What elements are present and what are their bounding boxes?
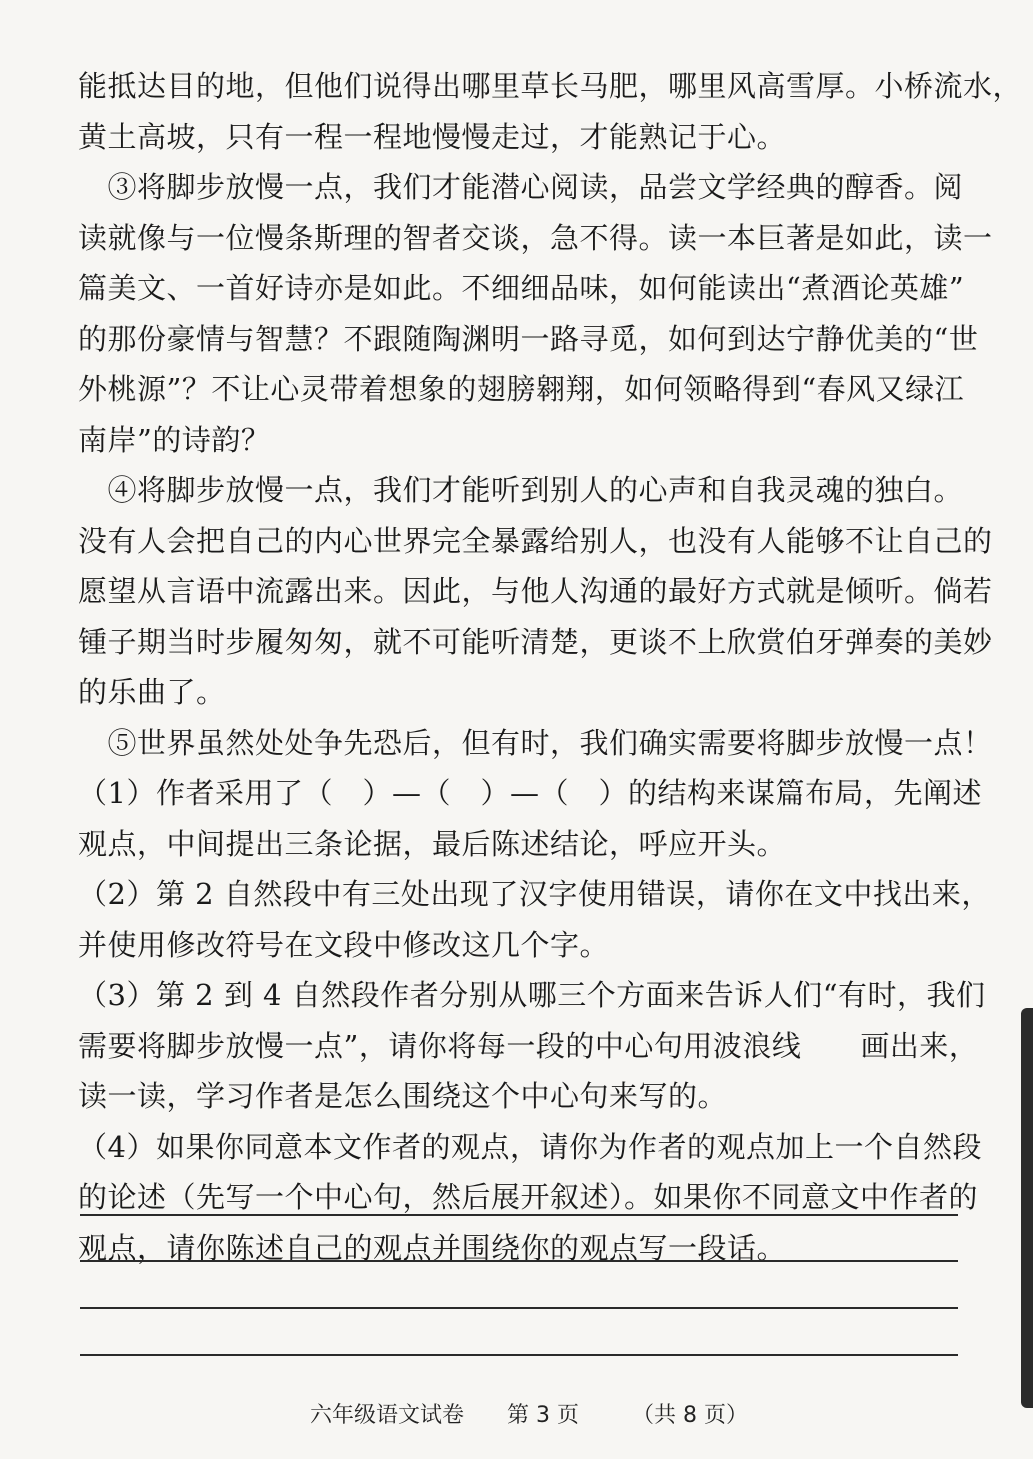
paragraph-4-line: ④将脚步放慢一点，我们才能听到别人的心声和自我灵魂的独白。	[78, 473, 964, 507]
question-4-line: 观点，请你陈述自己的观点并围绕你的观点写一段话。	[78, 1230, 787, 1265]
footer-subject: 六年级语文试卷	[310, 1403, 465, 1428]
question-1-line: 观点，中间提出三条论据，最后陈述结论，呼应开头。	[78, 826, 787, 861]
page-footer	[310, 1402, 748, 1430]
question-2-line: 并使用修改符号在文段中修改这几个字。	[78, 927, 610, 962]
passage-line: 能抵达目的地，但他们说得出哪里草长马肥，哪里风高雪厚。小桥流水，	[78, 69, 1023, 103]
paragraph-5-line: ⑤世界虽然处处争先恐后，但有时，我们确实需要将脚步放慢一点！	[78, 725, 993, 760]
question-3-line: 读一读，学习作者是怎么围绕这个中心句来写的。	[78, 1079, 728, 1113]
paragraph-3-line: 篇美文、一首好诗亦是如此。不细细品味，如何能读出“煮酒论英雄”	[78, 271, 965, 305]
paragraph-4-line: 的乐曲了。	[78, 675, 226, 709]
question-3-line: 需要将脚步放慢一点”，请你将每一段的中心句用波浪线 画出来，	[78, 1028, 979, 1063]
paragraph-4-line: 愿望从言语中流露出来。因此，与他人沟通的最好方式就是倾听。倘若	[78, 574, 993, 608]
passage-line: 黄土高坡，只有一程一程地慢慢走过，才能熟记于心。	[78, 119, 787, 154]
paragraph-3-line: 读就像与一位慢条斯理的智者交谈，急不得。读一本巨著是如此，读一	[78, 220, 993, 255]
footer-page-number: 第 3 页	[507, 1403, 579, 1428]
paragraph-3-line: 外桃源”？不让心灵带着想象的翅膀翱翔，如何领略得到“春风又绿江	[78, 372, 965, 406]
question-1-line: （1）作者采用了（ ）—（ ）—（ ）的结构来谋篇布局，先阐述	[78, 776, 982, 810]
question-4-line: 的论述（先写一个中心句，然后展开叙述）。如果你不同意文中作者的	[78, 1180, 979, 1214]
question-3-line: （3）第 2 到 4 自然段作者分别从哪三个方面来告诉人们“有时，我们	[78, 978, 986, 1012]
answer-line[interactable]	[80, 1260, 958, 1262]
paragraph-3-line: 的那份豪情与智慧？不跟随陶渊明一路寻觅，如何到达宁静优美的“世	[78, 321, 979, 356]
binder-edge	[1021, 1008, 1033, 1408]
footer-total-pages: （共 8 页）	[632, 1403, 748, 1428]
answer-line[interactable]	[80, 1354, 958, 1356]
paragraph-3-line: ③将脚步放慢一点，我们才能潜心阅读，品尝文学经典的醇香。阅	[78, 170, 964, 204]
answer-line[interactable]	[80, 1214, 958, 1216]
question-4-line: （4）如果你同意本文作者的观点，请你为作者的观点加上一个自然段	[78, 1129, 982, 1164]
answer-line[interactable]	[80, 1307, 958, 1309]
question-2-line: （2）第 2 自然段中有三处出现了汉字使用错误，请你在文中找出来，	[78, 877, 991, 911]
paragraph-4-line: 没有人会把自己的内心世界完全暴露给别人，也没有人能够不让自己的	[78, 523, 993, 558]
paragraph-3-line: 南岸”的诗韵？	[78, 422, 271, 457]
paragraph-4-line: 锺子期当时步履匆匆，就不可能听清楚，更谈不上欣赏伯牙弹奏的美妙	[78, 624, 993, 659]
